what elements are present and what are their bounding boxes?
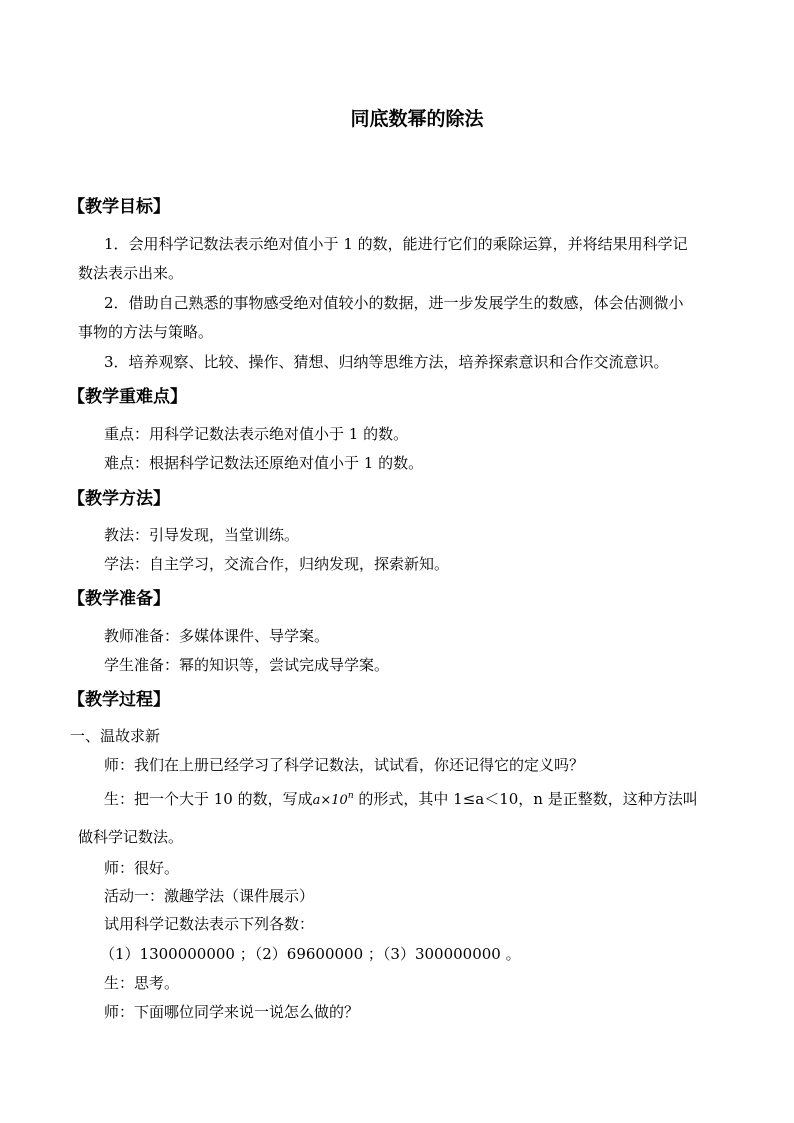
teacher-ask: 师：下面哪位同学来说一说怎么做的？	[104, 1003, 360, 1021]
page-title: 同底数幂的除法	[350, 108, 484, 130]
section-heading-process: 【教学过程】	[68, 690, 170, 710]
student-answer-math-exponent: n	[347, 791, 354, 801]
goal-item-1-line-1: 1．会用科学记数法表示绝对值小于 1 的数，能进行它们的乘除运算，并将结果用科学记	[104, 235, 688, 253]
student-answer-suffix: 的形式，其中 1≤a＜10，n 是正整数，这种方法叫	[353, 790, 698, 808]
prep-teacher: 教师准备：多媒体课件、导学案。	[104, 627, 330, 645]
key-point-difficulty: 难点：根据科学记数法还原绝对值小于 1 的数。	[104, 454, 424, 472]
section-heading-preparation: 【教学准备】	[68, 589, 170, 609]
section-heading-goals: 【教学目标】	[68, 197, 170, 217]
key-point-focus: 重点：用科学记数法表示绝对值小于 1 的数。	[104, 425, 409, 443]
goal-item-2-line-1: 2．借助自己熟悉的事物感受绝对值较小的数据，进一步发展学生的数感，体会估测微小	[104, 294, 684, 312]
goal-item-2-line-2: 事物的方法与策略。	[78, 323, 214, 341]
teacher-question: 师：我们在上册已经学习了科学记数法，试试看，你还记得它的定义吗？	[104, 756, 585, 774]
exercise-prompt: 试用科学记数法表示下列各数：	[104, 915, 315, 933]
student-answer-prefix: 生：把一个大于 10 的数，写成	[104, 790, 313, 808]
section-heading-key-points: 【教学重难点】	[68, 387, 187, 407]
student-think: 生：思考。	[104, 974, 180, 992]
prep-student: 学生准备：幂的知识等，尝试完成导学案。	[104, 656, 390, 674]
activity-1: 活动一：激趣学法（课件展示）	[104, 887, 315, 905]
goal-item-1-line-2: 数法表示出来。	[78, 264, 184, 282]
goal-item-3: 3．培养观察、比较、操作、猜想、归纳等思维方法，培养探索意识和合作交流意识。	[104, 353, 669, 371]
exercise-items: （1）1300000000 ；（2）69600000 ；（3）300000000 。	[100, 945, 521, 963]
method-teaching: 教法：引导发现，当堂训练。	[104, 526, 300, 544]
student-answer-line-2: 做科学记数法。	[78, 828, 184, 846]
student-answer-math-base: a×10	[312, 793, 348, 808]
section-heading-methods: 【教学方法】	[68, 489, 170, 509]
teacher-ok: 师：很好。	[104, 859, 180, 877]
student-answer-line-1	[104, 788, 698, 809]
process-part-1: 一、温故求新	[70, 727, 161, 745]
method-learning: 学法：自主学习，交流合作，归纳发现，探索新知。	[104, 555, 450, 573]
